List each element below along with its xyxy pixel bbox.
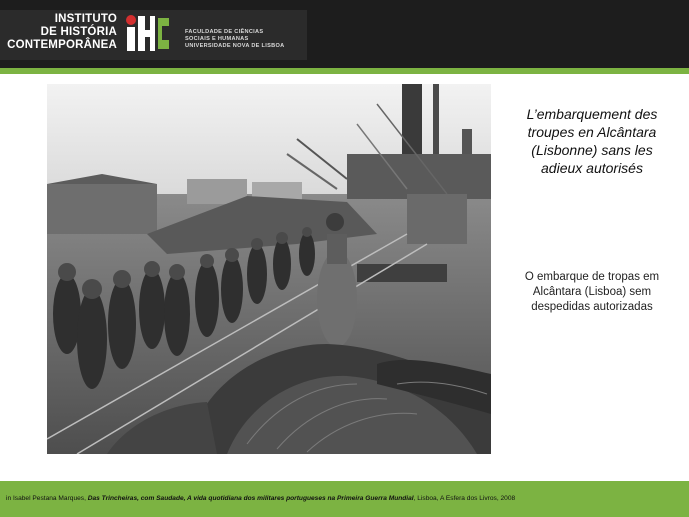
portuguese-caption-line: despedidas autorizadas (531, 301, 653, 313)
institute-name-line: DE HISTÓRIA (40, 26, 117, 38)
institute-name (4, 13, 117, 52)
institute-name-line: INSTITUTO (54, 13, 117, 25)
troops-embarking-photo-illustration (47, 84, 491, 454)
source-citation (6, 494, 686, 503)
faculty-name-line: UNIVERSIDADE NOVA DE LISBOA (185, 43, 285, 49)
french-caption-line: adieux autorisés (541, 160, 643, 176)
portuguese-caption-line: Alcântara (Lisboa) sem (532, 286, 652, 298)
french-caption (507, 105, 677, 177)
header-accent-stripe (0, 68, 689, 74)
institute-name-line: CONTEMPORÂNEA (7, 39, 117, 51)
portuguese-caption (507, 270, 677, 315)
french-caption-line: L’embarquement des (526, 106, 658, 122)
faculty-name-line: SOCIAIS E HUMANAS (185, 36, 249, 42)
faculty-name (185, 29, 284, 50)
faculty-name-line: FACULDADE DE CIÊNCIAS (185, 29, 264, 35)
ihc-logo-icon (124, 14, 170, 52)
citation-book-title: Das Trincheiras, com Saudade, A vida quotidiana dos militares portugueses na Primeira Guerra Mundial (87, 495, 414, 502)
citation-suffix: , Lisboa, A Esfera dos Livros, 2008 (413, 495, 516, 502)
citation-prefix: in Isabel Pestana Marques, (6, 495, 88, 502)
french-caption-line: troupes en Alcântara (527, 124, 657, 140)
historical-photograph (47, 84, 491, 454)
portuguese-caption-line: O embarque de tropas em (524, 271, 660, 283)
french-caption-line: (Lisbonne) sans les (531, 142, 653, 158)
